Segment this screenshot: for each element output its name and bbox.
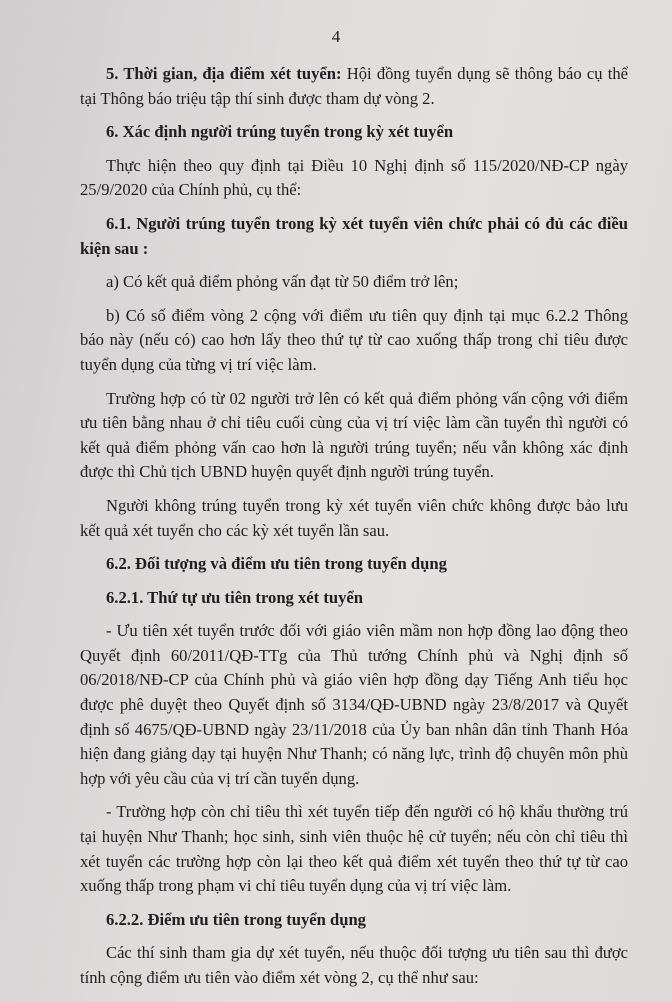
paragraph-priority-points: Các thí sinh tham gia dự xét tuyển, nếu thuộc đối tượng ưu tiên sau thì được tính cộng điểm ưu tiên vào điểm xét vòng 2, cụ thể như sau: xyxy=(80,943,628,987)
section-5-label: 5. Thời gian, địa điểm xét tuyển: xyxy=(106,64,342,83)
paragraph-section-5 xyxy=(80,62,628,111)
heading-section-6-2-2: 6.2.2. Điểm ưu tiên trong tuyển dụng xyxy=(106,909,366,929)
paragraph-condition-a: a) Có kết quả điểm phỏng vấn đạt từ 50 điểm trở lên; xyxy=(106,272,459,292)
paragraph-priority-next: - Trường hợp còn chỉ tiêu thì xét tuyển tiếp đến người có hộ khẩu thường trú tại huyện Như Thanh; học sinh, sinh viên thuộc hệ cử tuyển; nếu còn chỉ tiêu thì xét tuyển các trường hợp còn lại theo kết quả điểm xét tuyển theo thứ tự từ cao xuống thấp trong phạm vi chỉ tiêu tuyển dụng của vị trí việc làm. xyxy=(80,802,628,896)
heading-section-6-2: 6.2. Đối tượng và điểm ưu tiên trong tuyển dụng xyxy=(106,554,447,574)
document-body xyxy=(80,62,628,1000)
paragraph-no-reserve: Người không trúng tuyển trong kỳ xét tuyển viên chức không được bảo lưu kết quả xét tuyển cho các kỳ xét tuyển lần sau. xyxy=(80,495,628,540)
paragraph-priority-first: - Ưu tiên xét tuyển trước đối với giáo viên mầm non hợp đồng lao động theo Quyết định 60/2011/QĐ-TTg của Thủ tướng Chính phủ và Nghị định số 06/2018/NĐ-CP của Chính phủ và giáo viên hợp đồng dạy Tiếng Anh tiểu học được phê duyệt theo Quyết định số 3134/QĐ-UBND ngày 23/8/2017 và Quyết định số 4675/QĐ-UBND ngày 23/11/2018 của Ủy ban nhân dân tỉnh Thanh Hóa hiện đang giảng dạy tại huyện Như Thanh; có năng lực, trình độ chuyên môn phù hợp với yêu cầu của vị trí cần tuyển dụng. xyxy=(80,621,628,788)
section-5-text: Hội đồng tuyển dụng sẽ thông báo cụ thể tại Thông báo triệu tập thí sinh được tham dự vòng 2. xyxy=(80,64,628,108)
paragraph-condition-b: b) Có số điểm vòng 2 cộng với điểm ưu tiên quy định tại mục 6.2.2 Thông báo này (nếu có) cao hơn lấy theo thứ tự từ cao xuống thấp trong chỉ tiêu được tuyển dụng của từng vị trí việc làm. xyxy=(80,305,628,374)
heading-section-6: 6. Xác định người trúng tuyển trong kỳ xét tuyển xyxy=(106,122,454,142)
page-number: 4 xyxy=(331,27,341,46)
paragraph-tie-case: Trường hợp có từ 02 người trở lên có kết quả điểm phỏng vấn cộng với điểm ưu tiên bằng nhau ở chỉ tiêu cuối cùng của vị trí việc làm cần tuyển thì người có kết quả điểm phỏng vấn cao hơn là người trúng tuyển; nếu vẫn không xác định được thì Chủ tịch UBND huyện quyết định người trúng tuyển. xyxy=(80,388,628,482)
heading-section-6-1: 6.1. Người trúng tuyển trong kỳ xét tuyển viên chức phải có đủ các điều kiện sau : xyxy=(80,213,628,258)
paragraph-section-6-intro: Thực hiện theo quy định tại Điều 10 Nghị định số 115/2020/NĐ-CP ngày 25/9/2020 của Chính phủ, cụ thể: xyxy=(80,155,628,200)
heading-section-6-2-1: 6.2.1. Thứ tự ưu tiên trong xét tuyển xyxy=(106,587,363,607)
